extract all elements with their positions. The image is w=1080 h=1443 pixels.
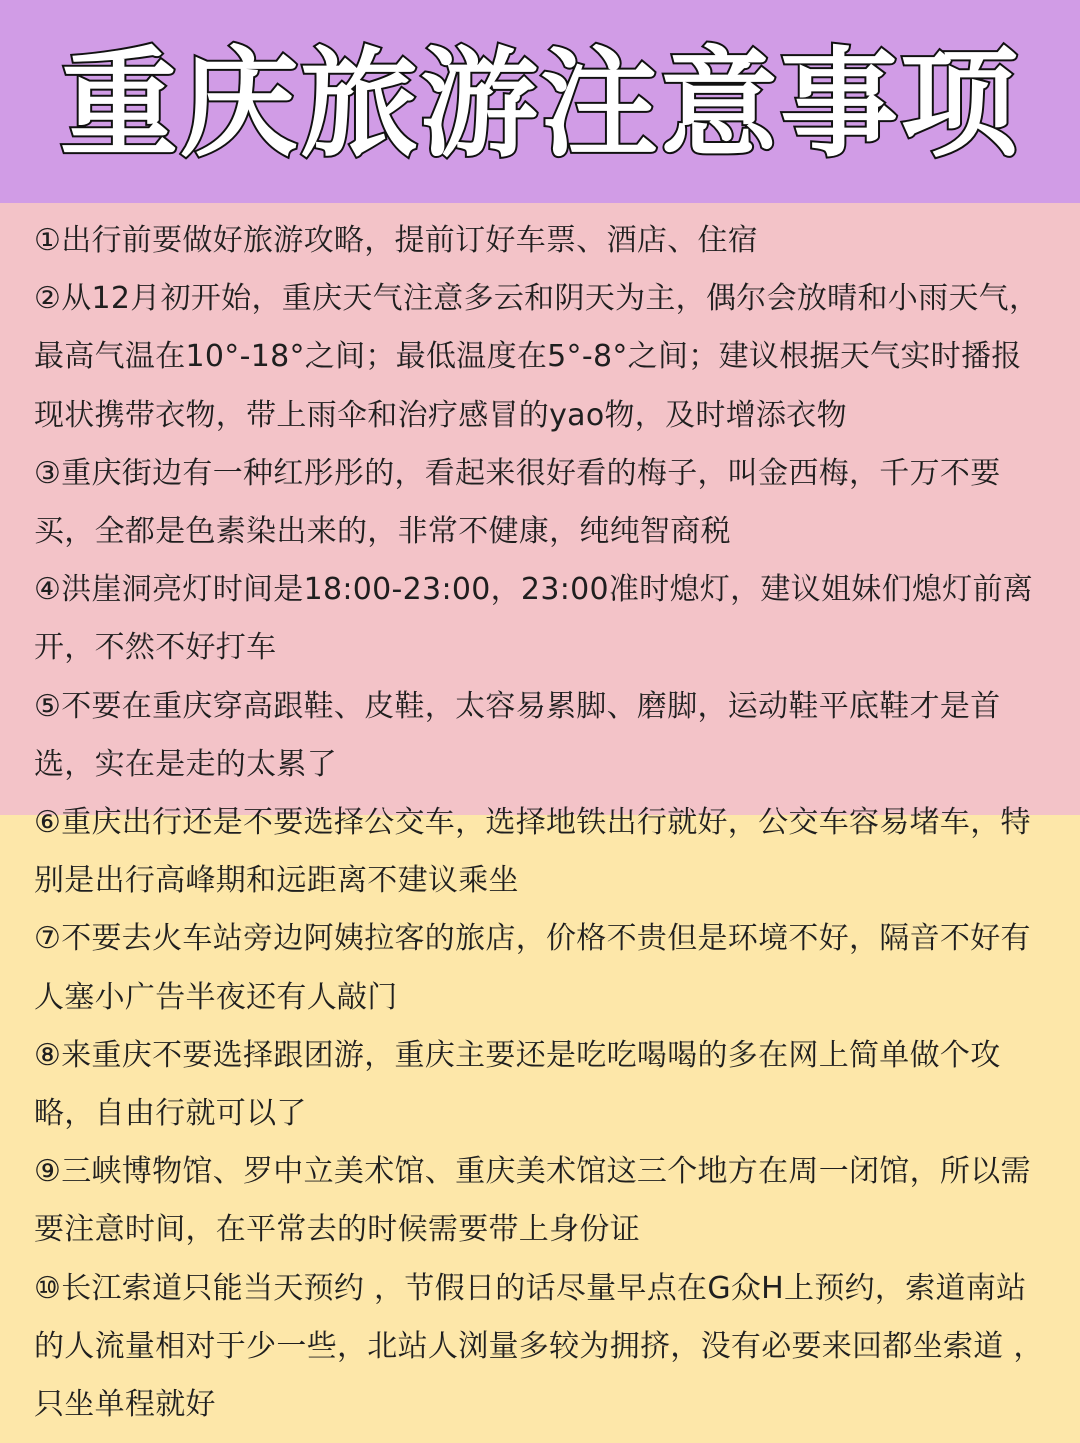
- title-banner: [0, 0, 1080, 203]
- tip-item-6: ⑥重庆出行还是不要选择公交车，选择地铁出行就好，公交车容易堵车，特别是出行高峰期和远距离不建议乘坐: [34, 805, 1031, 899]
- tip-item-3: ③重庆街边有一种红彤彤的，看起来很好看的梅子，叫金西梅，千万不要买，全都是色素染出来的，非常不健康，纯纯智商税: [34, 455, 1001, 550]
- tips-list: [34, 212, 1050, 1434]
- tip-item-10: ⑩长江索道只能当天预约 ，节假日的话尽量早点在G众H上预约，索道南站的人流量相对于少一些，北站人浏量多较为拥挤，没有必要来回都坐索道 ，只坐单程就好: [34, 1270, 1044, 1423]
- tip-item-5: ⑤不要在重庆穿高跟鞋、皮鞋，太容易累脚、磨脚，运动鞋平底鞋才是首选，实在是走的太累了: [34, 688, 1001, 782]
- tip-item-7: ⑦不要去火车站旁边阿姨拉客的旅店，价格不贵但是环境不好，隔音不好有人塞小广告半夜还有人敲门: [34, 921, 1031, 1015]
- tip-item-9: ⑨三峡博物馆、罗中立美术馆、重庆美术馆这三个地方在周一闭馆，所以需要注意时间，在平常去的时候需要带上身份证: [34, 1154, 1031, 1248]
- tip-item-1: ①出行前要做好旅游攻略，提前订好车票、酒店、住宿: [34, 223, 759, 258]
- tip-item-2: ②从12月初开始，重庆天气注意多云和阴天为主，偶尔会放晴和小雨天气，最高气温在10°-18°之间；最低温度在5°-8°之间；建议根据天气实时播报现状携带衣物，带上雨伞和治疗感冒的yao物，及时增添衣物: [34, 281, 1040, 433]
- tip-item-8: ⑧来重庆不要选择跟团游，重庆主要还是吃吃喝喝的多在网上简单做个攻略，自由行就可以了: [34, 1037, 1001, 1132]
- tip-item-4: ④洪崖洞亮灯时间是18:00-23:00，23:00准时熄灯，建议姐妹们熄灯前离开，不然不好打车: [34, 572, 1034, 666]
- page-title: 重庆旅游注意事项: [59, 34, 1020, 173]
